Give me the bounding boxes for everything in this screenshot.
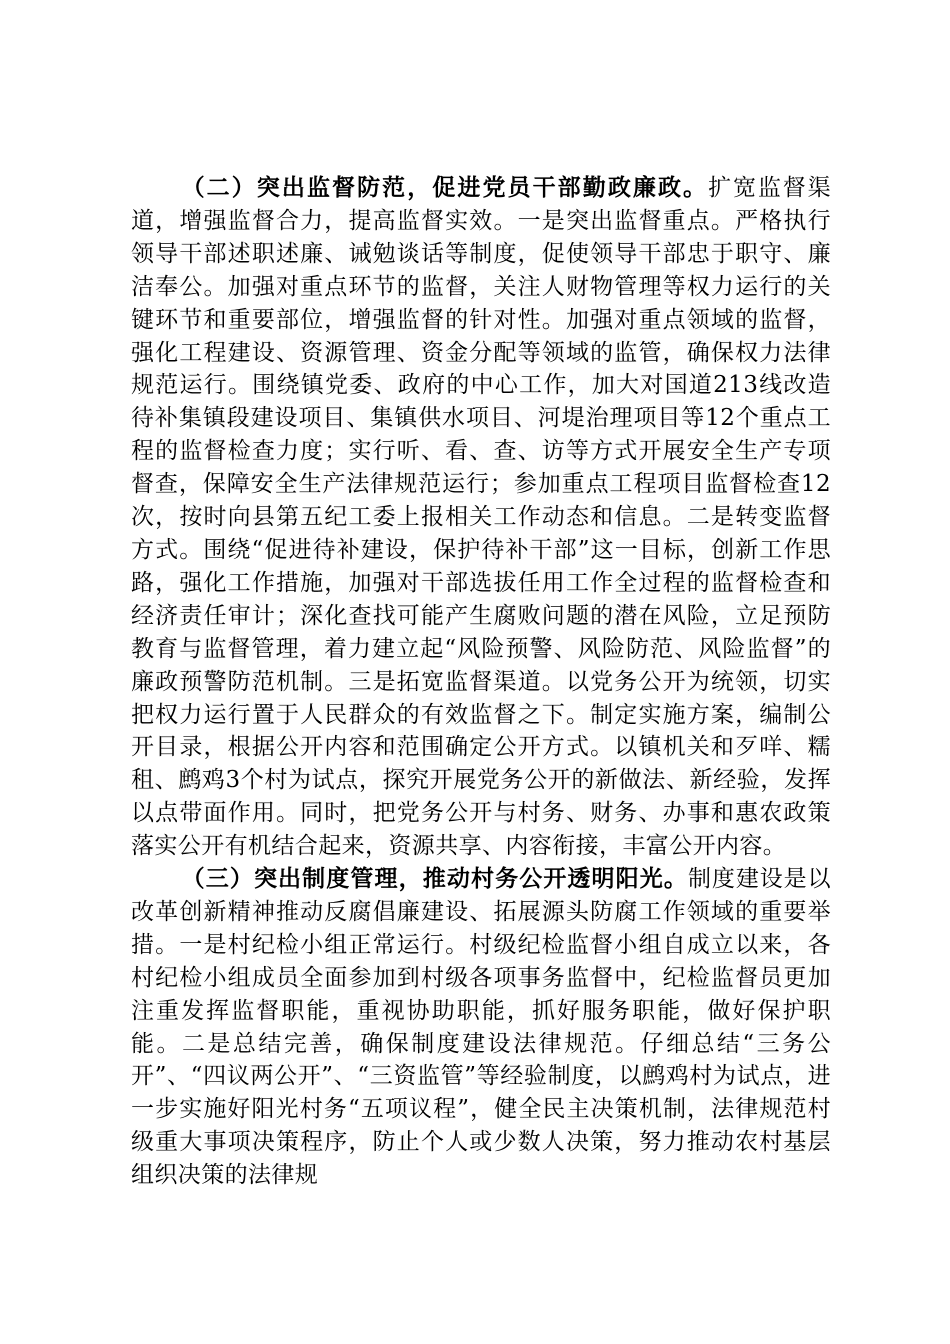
section-heading-three: （三）突出制度管理，推动村务公开透明阳光。: [181, 866, 689, 893]
section-body-three: 制度建设是以改革创新精神推动反腐倡廉建设、拓展源头防腐工作领域的重要举措。一是村纪检小组正常运行。村级纪检监督小组自成立以来，各村纪检小组成员全面参加到村级各项事务监督中，纪检监督员更加注重发挥监督职能，重视协助职能，抓好服务职能，做好保护职能。二是总结完善，确保制度建设法律规范。仔细总结“三务公开”、“四议两公开”、“三资监管”等经验制度，以鹧鸡村为试点，进一步实施好阳光村务“五项议程”，健全民主决策机制，法律规范村级重大事项决策程序，防止个人或少数人决策，努力推动农村基层组织决策的法律规: [131, 866, 831, 1189]
section-body-two: 扩宽监督渠道，增强监督合力，提高监督实效。一是突出监督重点。严格执行领导干部述职述廉、诫勉谈话等制度，促使领导干部忠于职守、廉洁奉公。加强对重点环节的监督，关注人财物管理等权力运行的关键环节和重要部位，增强监督的针对性。加强对重点领域的监督，强化工程建设、资源管理、资金分配等领域的监管，确保权力法律规范运行。围绕镇党委、政府的中心工作，加大对国道213线改造待补集镇段建设项目、集镇供水项目、河堤治理项目等12个重点工程的监督检查力度；实行听、看、查、访等方式开展安全生产专项督查，保障安全生产法律规范运行；参加重点工程项目监督检查12次，按时向县第五纪工委上报相关工作动态和信息。二是转变监督方式。围绕“促进待补建设，保护待补干部”这一目标，创新工作思路，强化工作措施，加强对干部选拔任用工作全过程的监督检查和经济责任审计；深化查找可能产生腐败问题的潜在风险，立足预防教育与监督管理，着力建立起“风险预警、风险防范、风险监督”的廉政预警防范机制。三是拓宽监督渠道。以党务公开为统领，切实把权力运行置于人民群众的有效监督之下。制定实施方案，编制公开目录，根据公开内容和范围确定公开方式。以镇机关和歹咩、糯租、鹧鸡3个村为试点，探究开展党务公开的新做法、新经验，发挥以点带面作用。同时，把党务公开与村务、财务、办事和惠农政策落实公开有机结合起来，资源共享、内容衔接，丰富公开内容。: [131, 175, 831, 860]
paragraph-supervision: [131, 172, 831, 863]
document-body: [131, 172, 831, 1192]
section-heading-two: （二）突出监督防范，促进党员干部勤政廉政。: [181, 175, 709, 201]
paragraph-system-management: [131, 863, 831, 1192]
